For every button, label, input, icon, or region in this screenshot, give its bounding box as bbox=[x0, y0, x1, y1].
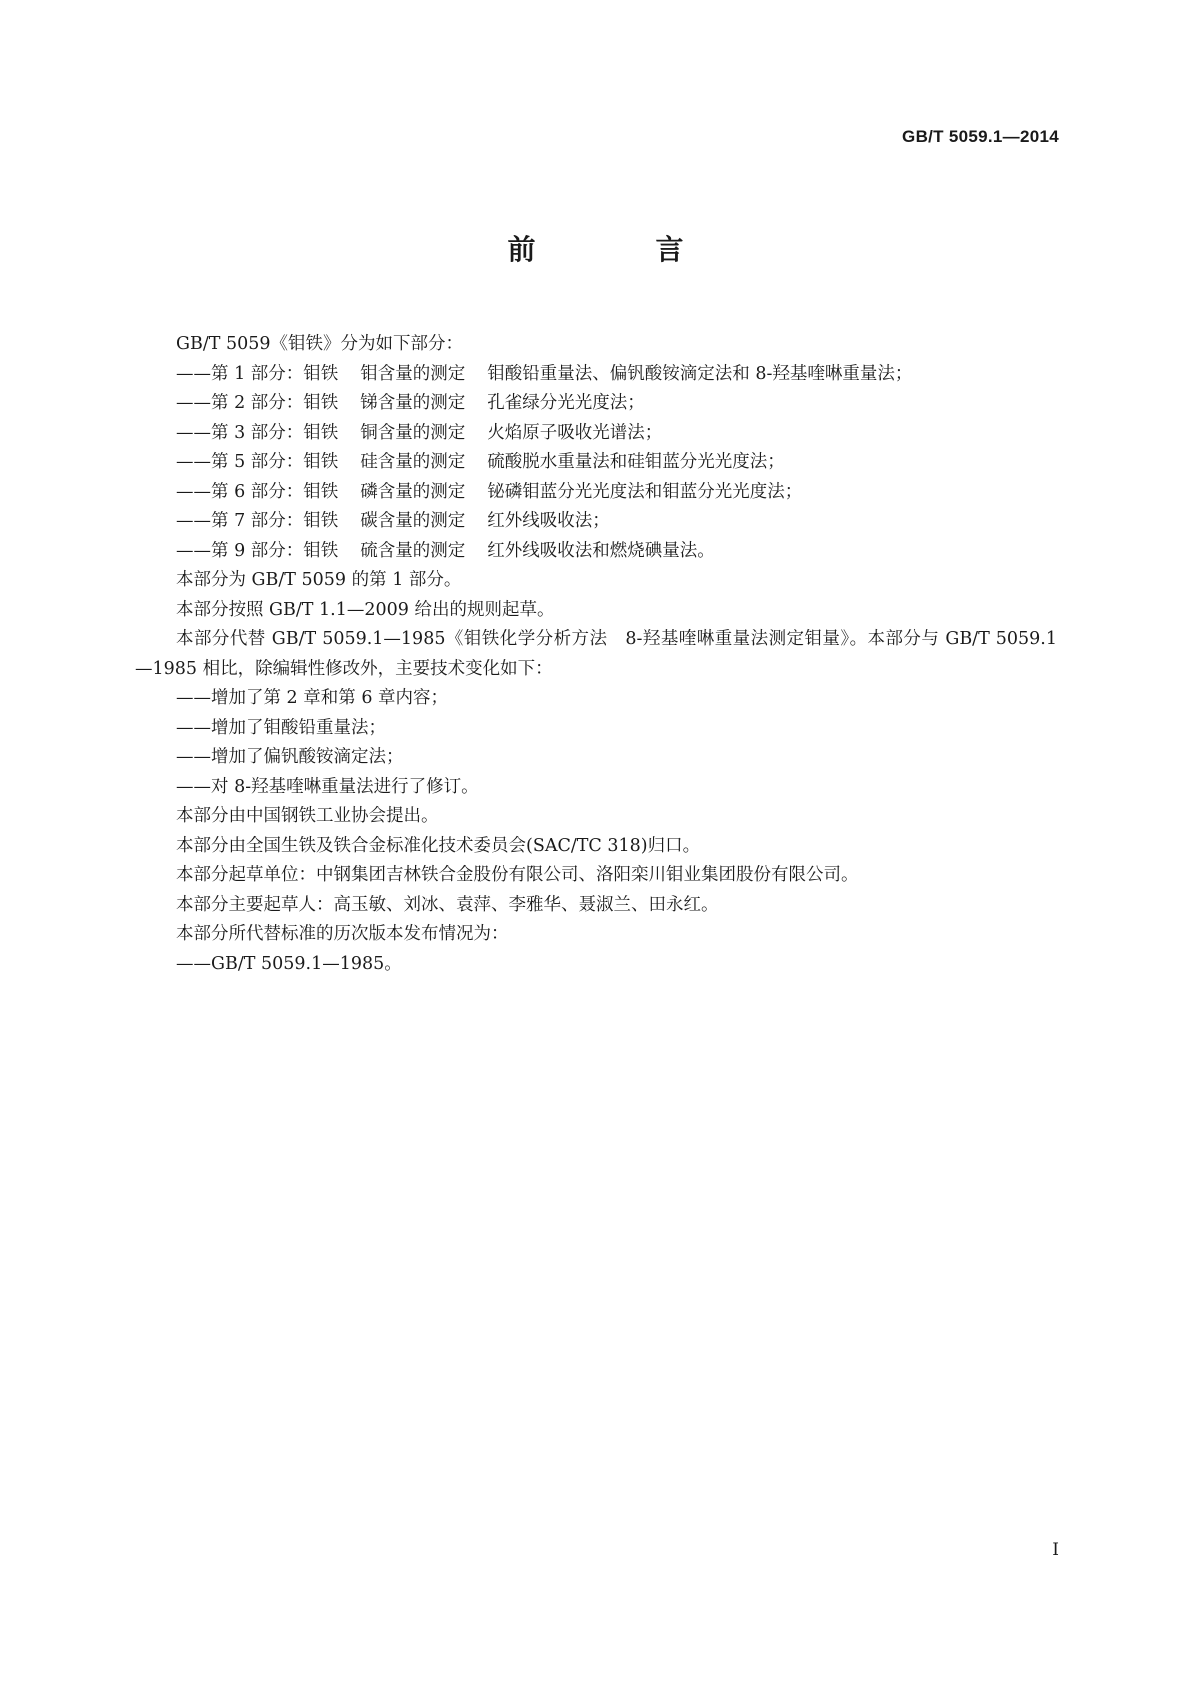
part-name: ——第 5 部分：钼铁 bbox=[176, 452, 339, 472]
part-method: 孔雀绿分光光度法； bbox=[487, 393, 645, 413]
part-line bbox=[135, 478, 1057, 508]
part-item: 硫含量的测定 bbox=[360, 540, 466, 561]
part-method: 红外线吸收法； bbox=[487, 511, 610, 531]
change-item: ——增加了偏钒酸铵滴定法； bbox=[176, 747, 404, 767]
part-method: 硫酸脱水重量法和硅钼蓝分光光度法； bbox=[487, 452, 785, 472]
parts-intro: GB/T 5059《钼铁》分为如下部分： bbox=[176, 334, 464, 354]
part-item: 磷含量的测定 bbox=[360, 481, 466, 502]
standard-code-header: GB/T 5059.1—2014 bbox=[902, 127, 1059, 146]
part-name: ——第 2 部分：钼铁 bbox=[176, 393, 339, 413]
part-name: ——第 1 部分：钼铁 bbox=[176, 363, 339, 384]
change-item: ——增加了第 2 章和第 6 章内容； bbox=[176, 688, 449, 708]
part-line bbox=[135, 507, 1057, 537]
drafting-units: 本部分起草单位：中钢集团吉林铁合金股份有限公司、洛阳栾川钼业集团股份有限公司。 bbox=[176, 865, 859, 885]
change-item: ——增加了钼酸铅重量法； bbox=[176, 717, 386, 738]
change-item: ——对 8-羟基喹啉重量法进行了修订。 bbox=[176, 776, 479, 797]
part-item: 铜含量的测定 bbox=[360, 422, 466, 443]
part-line bbox=[135, 419, 1057, 449]
page-number: I bbox=[1052, 1540, 1059, 1560]
part-method: 红外线吸收法和燃烧碘量法。 bbox=[487, 540, 715, 561]
part-method: 钼酸铅重量法、偏钒酸铵滴定法和 8-羟基喹啉重量法； bbox=[487, 363, 913, 384]
part-method: 铋磷钼蓝分光光度法和钼蓝分光光度法； bbox=[487, 481, 803, 502]
part-line bbox=[135, 360, 1057, 390]
part-item: 硅含量的测定 bbox=[360, 452, 466, 472]
part-item: 钼含量的测定 bbox=[360, 363, 466, 384]
drafters: 本部分主要起草人：高玉敏、刘冰、袁萍、李雅华、聂淑兰、田永红。 bbox=[176, 894, 719, 915]
under-jurisdiction: 本部分由全国生铁及铁合金标准化技术委员会(SAC/TC 318)归口。 bbox=[176, 835, 701, 856]
part-name: ——第 9 部分：钼铁 bbox=[176, 540, 339, 561]
part-line bbox=[135, 389, 1057, 419]
foreword-body bbox=[135, 330, 1057, 979]
history-intro: 本部分所代替标准的历次版本发布情况为： bbox=[176, 924, 509, 944]
part-name: ——第 6 部分：钼铁 bbox=[176, 481, 339, 502]
part-name: ——第 7 部分：钼铁 bbox=[176, 511, 339, 531]
history-item: ——GB/T 5059.1—1985。 bbox=[176, 953, 402, 974]
replacement-statement: 本部分代替 GB/T 5059.1—1985《钼铁化学分析方法 8-羟基喹啉重量法测定钼量》。本部分与 GB/T 5059.1—1985 相比，除编辑性修改外，主要技术变化如下： bbox=[135, 629, 1057, 679]
part-item: 锑含量的测定 bbox=[360, 393, 466, 413]
part-statement: 本部分为 GB/T 5059 的第 1 部分。 bbox=[176, 570, 462, 590]
proposed-by: 本部分由中国钢铁工业协会提出。 bbox=[176, 806, 439, 826]
part-line bbox=[135, 537, 1057, 567]
part-item: 碳含量的测定 bbox=[360, 511, 466, 531]
part-name: ——第 3 部分：钼铁 bbox=[176, 422, 339, 443]
drafting-rules: 本部分按照 GB/T 1.1—2009 给出的规则起草。 bbox=[176, 599, 555, 620]
part-method: 火焰原子吸收光谱法； bbox=[487, 422, 663, 443]
part-line bbox=[135, 448, 1057, 478]
page-title: 前 言 bbox=[507, 233, 730, 266]
